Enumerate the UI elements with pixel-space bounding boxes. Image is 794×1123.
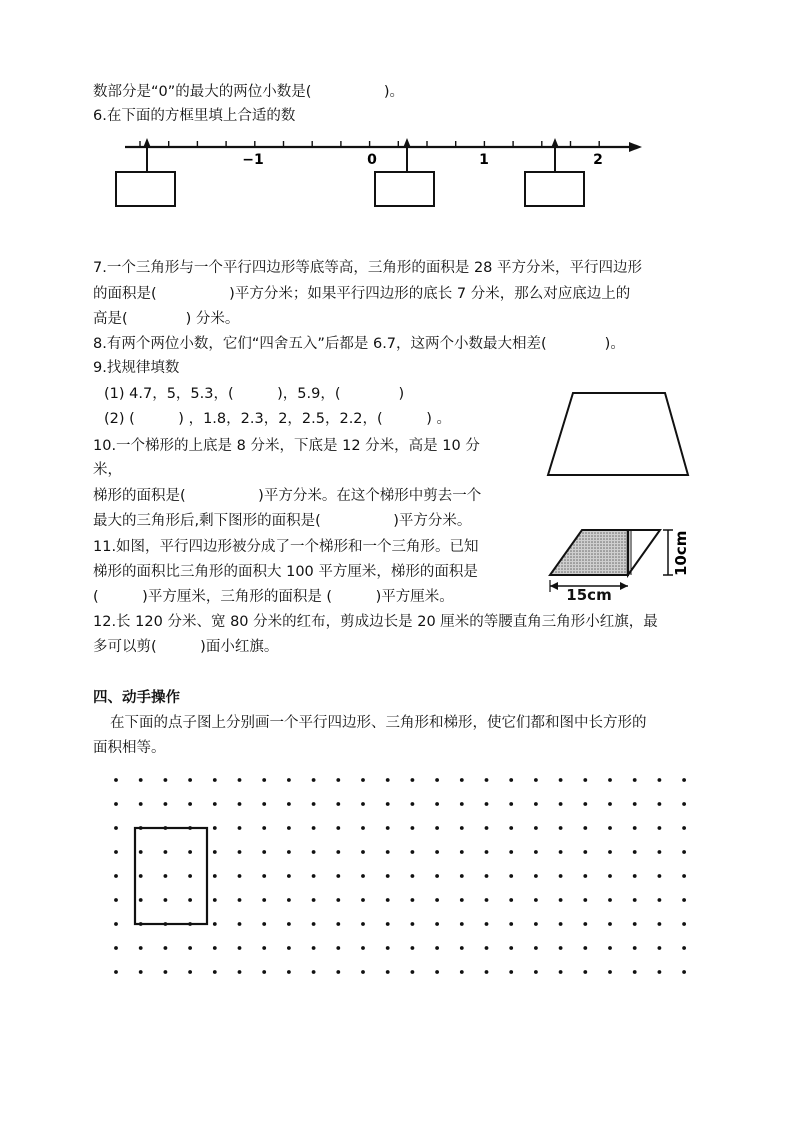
grid-dot[interactable]: [608, 874, 612, 878]
grid-dot[interactable]: [114, 946, 118, 950]
grid-dot[interactable]: [658, 898, 662, 902]
given-rectangle: [135, 828, 207, 924]
grid-dot[interactable]: [485, 802, 489, 806]
grid-dot[interactable]: [213, 850, 217, 854]
grid-dot[interactable]: [188, 970, 192, 974]
q11-line3: ( )平方厘米，三角形的面积是 ( )平方厘米。: [93, 589, 454, 605]
grid-dot[interactable]: [213, 778, 217, 782]
grid-dot[interactable]: [509, 850, 513, 854]
grid-dot[interactable]: [238, 826, 242, 830]
grid-dot[interactable]: [559, 922, 563, 926]
q12-line1: 12.长 120 分米、宽 80 分米的红布，剪成边长是 20 厘米的等腰直角三角形小红旗，最: [93, 614, 658, 630]
up-arrow-icon: [551, 138, 559, 148]
triangle-part: [628, 530, 660, 575]
arrow-right-icon: [629, 142, 642, 152]
grid-dot[interactable]: [658, 970, 662, 974]
grid-dot[interactable]: [262, 922, 266, 926]
grid-dot[interactable]: [583, 874, 587, 878]
up-arrow-icon: [403, 138, 411, 148]
q10-line1: 10.一个梯形的上底是 8 分米，下底是 12 分米，高是 10 分: [93, 438, 480, 454]
grid-dot[interactable]: [114, 970, 118, 974]
parallelogram-figure: [540, 520, 700, 605]
grid-dot[interactable]: [386, 970, 390, 974]
grid-dot[interactable]: [238, 850, 242, 854]
grid-dot[interactable]: [164, 970, 168, 974]
grid-dot[interactable]: [164, 850, 168, 854]
q11-line1: 11.如图，平行四边形被分成了一个梯形和一个三角形。已知: [93, 539, 479, 555]
grid-dot[interactable]: [559, 898, 563, 902]
grid-dot[interactable]: [682, 946, 686, 950]
grid-dot[interactable]: [312, 898, 316, 902]
grid-dot[interactable]: [312, 826, 316, 830]
grid-dot[interactable]: [534, 946, 538, 950]
grid-dot[interactable]: [460, 802, 464, 806]
grid-dot[interactable]: [608, 802, 612, 806]
grid-dot[interactable]: [608, 946, 612, 950]
grid-dot[interactable]: [435, 922, 439, 926]
dot-grid[interactable]: [100, 765, 700, 985]
grid-dot[interactable]: [559, 970, 563, 974]
grid-dot[interactable]: [509, 802, 513, 806]
grid-dot[interactable]: [114, 850, 118, 854]
answer-box[interactable]: [116, 172, 175, 206]
grid-dot[interactable]: [312, 970, 316, 974]
grid-dot[interactable]: [608, 898, 612, 902]
grid-dot[interactable]: [559, 802, 563, 806]
grid-dot[interactable]: [312, 850, 316, 854]
grid-dot[interactable]: [583, 778, 587, 782]
grid-dot[interactable]: [238, 874, 242, 878]
grid-dot[interactable]: [559, 850, 563, 854]
grid-dot[interactable]: [485, 874, 489, 878]
q7-line2: 的面积是( )平方分米；如果平行四边形的底长 7 分米，那么对应底边上的: [93, 286, 631, 302]
grid-dot[interactable]: [608, 826, 612, 830]
grid-dot[interactable]: [238, 970, 242, 974]
grid-dot[interactable]: [287, 850, 291, 854]
grid-dot[interactable]: [509, 922, 513, 926]
grid-dot[interactable]: [213, 802, 217, 806]
grid-dot[interactable]: [633, 946, 637, 950]
grid-dot[interactable]: [509, 946, 513, 950]
grid-dot[interactable]: [386, 946, 390, 950]
grid-dot[interactable]: [238, 778, 242, 782]
grid-dot[interactable]: [435, 778, 439, 782]
grid-dot[interactable]: [336, 802, 340, 806]
grid-dot[interactable]: [213, 874, 217, 878]
grid-dot[interactable]: [435, 898, 439, 902]
grid-dot[interactable]: [411, 778, 415, 782]
grid-dot[interactable]: [213, 826, 217, 830]
grid-dot[interactable]: [287, 778, 291, 782]
grid-dot[interactable]: [411, 802, 415, 806]
grid-dot[interactable]: [460, 922, 464, 926]
grid-dot[interactable]: [262, 850, 266, 854]
grid-dot[interactable]: [139, 898, 143, 902]
grid-dot[interactable]: [287, 826, 291, 830]
grid-dot[interactable]: [633, 970, 637, 974]
grid-dot[interactable]: [435, 946, 439, 950]
grid-dot[interactable]: [583, 898, 587, 902]
grid-dot[interactable]: [114, 898, 118, 902]
grid-dot[interactable]: [534, 898, 538, 902]
grid-dot[interactable]: [336, 850, 340, 854]
q11-line2: 梯形的面积比三角形的面积大 100 平方厘米，梯形的面积是: [93, 564, 478, 580]
grid-dot[interactable]: [386, 874, 390, 878]
grid-dot[interactable]: [509, 970, 513, 974]
grid-dot[interactable]: [460, 898, 464, 902]
grid-dot[interactable]: [435, 802, 439, 806]
grid-dot[interactable]: [633, 778, 637, 782]
grid-dot[interactable]: [114, 922, 118, 926]
grid-dot[interactable]: [534, 922, 538, 926]
grid-dot[interactable]: [213, 946, 217, 950]
grid-dot[interactable]: [682, 874, 686, 878]
grid-dot[interactable]: [238, 802, 242, 806]
grid-dot[interactable]: [485, 946, 489, 950]
grid-dot[interactable]: [583, 970, 587, 974]
grid-dot[interactable]: [608, 922, 612, 926]
q10-line4: 最大的三角形后,剩下图形的面积是( )平方分米。: [93, 513, 472, 529]
height-label: 10cm: [672, 530, 690, 576]
grid-dot[interactable]: [386, 898, 390, 902]
q9-text: 9.找规律填数: [93, 360, 180, 376]
grid-dot[interactable]: [287, 970, 291, 974]
grid-dot[interactable]: [658, 922, 662, 926]
grid-dot[interactable]: [485, 778, 489, 782]
grid-dot[interactable]: [262, 802, 266, 806]
grid-dot[interactable]: [460, 874, 464, 878]
grid-dot[interactable]: [336, 922, 340, 926]
grid-dot[interactable]: [435, 826, 439, 830]
grid-dot[interactable]: [164, 946, 168, 950]
grid-dot[interactable]: [608, 778, 612, 782]
grid-dot[interactable]: [336, 826, 340, 830]
grid-dot[interactable]: [509, 826, 513, 830]
tick-label-neg1: −1: [242, 152, 264, 168]
grid-dot[interactable]: [559, 778, 563, 782]
grid-dot[interactable]: [164, 898, 168, 902]
grid-dot[interactable]: [287, 922, 291, 926]
trapezoid-part: [550, 530, 628, 575]
trapezoid-figure: [540, 385, 700, 485]
answer-box[interactable]: [525, 172, 584, 206]
grid-dot[interactable]: [583, 850, 587, 854]
grid-dot[interactable]: [188, 898, 192, 902]
grid-dot[interactable]: [262, 778, 266, 782]
grid-dot[interactable]: [411, 970, 415, 974]
q7-line1: 7.一个三角形与一个平行四边形等底等高，三角形的面积是 28 平方分米，平行四边形: [93, 260, 643, 276]
grid-dot[interactable]: [139, 778, 143, 782]
grid-dot[interactable]: [435, 970, 439, 974]
grid-dot[interactable]: [534, 970, 538, 974]
grid-dot[interactable]: [114, 826, 118, 830]
q5-continuation: 数部分是“0”的最大的两位小数是( )。: [93, 84, 405, 100]
grid-dot[interactable]: [485, 850, 489, 854]
grid-dot[interactable]: [361, 898, 365, 902]
grid-dot[interactable]: [411, 898, 415, 902]
grid-dot[interactable]: [361, 946, 365, 950]
grid-dot[interactable]: [114, 874, 118, 878]
section-4-line2: 面积相等。: [93, 740, 166, 756]
grid-dot[interactable]: [139, 946, 143, 950]
grid-dot[interactable]: [164, 874, 168, 878]
grid-dot[interactable]: [386, 826, 390, 830]
grid-dot[interactable]: [287, 898, 291, 902]
grid-dot[interactable]: [361, 802, 365, 806]
q12-line2: 多可以剪( )面小红旗。: [93, 639, 279, 655]
section-4-heading: 四、动手操作: [93, 690, 180, 706]
grid-dot[interactable]: [658, 826, 662, 830]
grid-dot[interactable]: [386, 778, 390, 782]
grid-dot[interactable]: [361, 874, 365, 878]
grid-dot[interactable]: [114, 802, 118, 806]
grid-dot[interactable]: [633, 802, 637, 806]
q10-line3: 梯形的面积是( )平方分米。在这个梯形中剪去一个: [93, 488, 482, 504]
grid-dot[interactable]: [386, 850, 390, 854]
grid-dot[interactable]: [460, 826, 464, 830]
grid-dot[interactable]: [114, 778, 118, 782]
q6-text: 6.在下面的方框里填上合适的数: [93, 108, 296, 124]
grid-dot[interactable]: [262, 826, 266, 830]
grid-dot[interactable]: [682, 826, 686, 830]
grid-dot[interactable]: [188, 850, 192, 854]
grid-dot[interactable]: [139, 970, 143, 974]
grid-dot[interactable]: [658, 778, 662, 782]
grid-dot[interactable]: [361, 970, 365, 974]
grid-dot[interactable]: [336, 898, 340, 902]
grid-dot[interactable]: [238, 946, 242, 950]
grid-dot[interactable]: [682, 850, 686, 854]
grid-dot[interactable]: [633, 826, 637, 830]
grid-dot[interactable]: [262, 874, 266, 878]
q9-part2: (2) ( ) ，1.8，2.3，2，2.5，2.2，( ) 。: [104, 411, 451, 427]
number-line-figure: [110, 130, 650, 215]
grid-dot[interactable]: [164, 802, 168, 806]
grid-dot[interactable]: [312, 946, 316, 950]
grid-dot[interactable]: [633, 922, 637, 926]
grid-dot[interactable]: [262, 946, 266, 950]
grid-dot[interactable]: [658, 802, 662, 806]
grid-dot[interactable]: [682, 922, 686, 926]
grid-dot[interactable]: [460, 850, 464, 854]
grid-dot[interactable]: [485, 970, 489, 974]
grid-dot[interactable]: [509, 898, 513, 902]
grid-dot[interactable]: [213, 898, 217, 902]
grid-dot[interactable]: [287, 874, 291, 878]
grid-dot[interactable]: [336, 778, 340, 782]
grid-dot[interactable]: [485, 826, 489, 830]
grid-dot[interactable]: [213, 922, 217, 926]
grid-dot[interactable]: [658, 946, 662, 950]
grid-dot[interactable]: [534, 826, 538, 830]
grid-dot[interactable]: [460, 778, 464, 782]
grid-dot[interactable]: [361, 922, 365, 926]
grid-dot[interactable]: [682, 898, 686, 902]
grid-dot[interactable]: [608, 850, 612, 854]
q9-part1: (1) 4.7，5，5.3，( )，5.9，( ): [104, 386, 405, 402]
grid-dot[interactable]: [411, 874, 415, 878]
grid-dot[interactable]: [682, 778, 686, 782]
grid-dot[interactable]: [188, 802, 192, 806]
up-arrow-icon: [143, 138, 151, 148]
grid-dot[interactable]: [534, 778, 538, 782]
q8-text: 8.有两个两位小数，它们“四舍五入”后都是 6.7，这两个小数最大相差( )。: [93, 336, 625, 352]
grid-dot[interactable]: [435, 850, 439, 854]
grid-dot[interactable]: [139, 850, 143, 854]
grid-dot[interactable]: [460, 970, 464, 974]
grid-dots: [114, 778, 686, 974]
grid-dot[interactable]: [386, 802, 390, 806]
grid-dot[interactable]: [361, 850, 365, 854]
grid-dot[interactable]: [534, 850, 538, 854]
grid-dot[interactable]: [287, 802, 291, 806]
grid-dot[interactable]: [583, 802, 587, 806]
grid-dot[interactable]: [658, 874, 662, 878]
grid-dot[interactable]: [213, 970, 217, 974]
grid-dot[interactable]: [188, 946, 192, 950]
grid-dot[interactable]: [485, 922, 489, 926]
arrow-right-icon: [620, 582, 628, 590]
grid-dot[interactable]: [287, 946, 291, 950]
grid-dot[interactable]: [559, 826, 563, 830]
grid-dot[interactable]: [534, 802, 538, 806]
grid-dot[interactable]: [583, 946, 587, 950]
base-label: 15cm: [566, 586, 612, 604]
grid-dot[interactable]: [139, 802, 143, 806]
grid-dot[interactable]: [262, 970, 266, 974]
grid-dot[interactable]: [509, 874, 513, 878]
grid-dot[interactable]: [238, 898, 242, 902]
grid-dot[interactable]: [583, 922, 587, 926]
grid-dot[interactable]: [188, 778, 192, 782]
grid-dot[interactable]: [312, 922, 316, 926]
grid-dot[interactable]: [361, 826, 365, 830]
grid-dot[interactable]: [411, 826, 415, 830]
grid-dot[interactable]: [485, 898, 489, 902]
grid-dot[interactable]: [460, 946, 464, 950]
q10-line2: 米，: [93, 462, 122, 478]
section-4-line1: 在下面的点子图上分别画一个平行四边形、三角形和梯形，使它们都和图中长方形的: [110, 715, 647, 731]
answer-box[interactable]: [375, 172, 434, 206]
grid-dot[interactable]: [312, 802, 316, 806]
grid-dot[interactable]: [509, 778, 513, 782]
grid-dot[interactable]: [312, 778, 316, 782]
grid-dot[interactable]: [361, 778, 365, 782]
q7-line3: 高是( ) 分米。: [93, 311, 240, 327]
grid-dot[interactable]: [262, 898, 266, 902]
grid-dot[interactable]: [534, 874, 538, 878]
grid-dot[interactable]: [633, 898, 637, 902]
grid-dot[interactable]: [312, 874, 316, 878]
grid-dot[interactable]: [658, 850, 662, 854]
tick-label-2: 2: [593, 152, 603, 168]
grid-dot[interactable]: [411, 946, 415, 950]
grid-dot[interactable]: [336, 874, 340, 878]
grid-dot[interactable]: [559, 946, 563, 950]
grid-dot[interactable]: [435, 874, 439, 878]
grid-dot[interactable]: [411, 922, 415, 926]
grid-dot[interactable]: [238, 922, 242, 926]
grid-dot[interactable]: [188, 874, 192, 878]
tick-label-1: 1: [479, 152, 489, 168]
grid-dot[interactable]: [336, 970, 340, 974]
grid-dot[interactable]: [682, 802, 686, 806]
trapezoid-shape: [548, 393, 688, 475]
grid-dot[interactable]: [411, 850, 415, 854]
grid-dot[interactable]: [336, 946, 340, 950]
grid-dot[interactable]: [583, 826, 587, 830]
grid-dot[interactable]: [682, 970, 686, 974]
grid-dot[interactable]: [633, 874, 637, 878]
grid-dot[interactable]: [633, 850, 637, 854]
arrow-left-icon: [550, 582, 558, 590]
grid-dot[interactable]: [139, 874, 143, 878]
tick-label-0: 0: [367, 152, 377, 168]
grid-dot[interactable]: [164, 778, 168, 782]
grid-dot[interactable]: [386, 922, 390, 926]
grid-dot[interactable]: [608, 970, 612, 974]
grid-dot[interactable]: [559, 874, 563, 878]
